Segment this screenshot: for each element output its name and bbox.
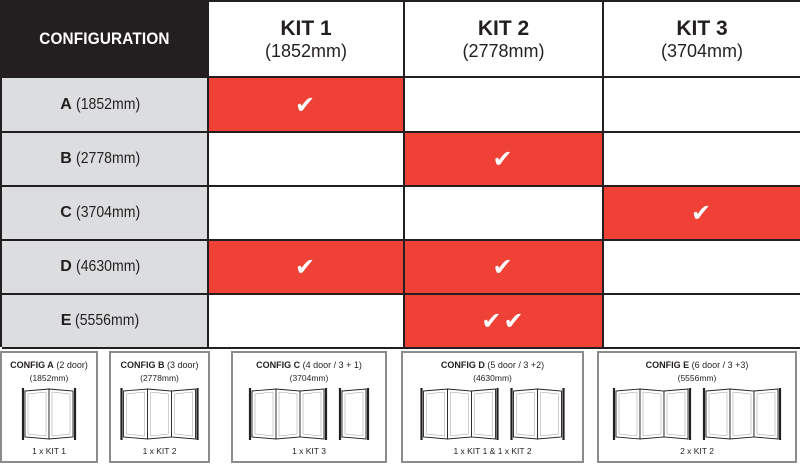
- cell-a-kit1: [209, 78, 405, 133]
- configuration-header: CONFIGURATION: [2, 2, 209, 78]
- kit-name: KIT 1: [280, 16, 332, 40]
- config-kits: 1 x KIT 1: [32, 446, 66, 456]
- folding-doors-icon: [403, 383, 582, 443]
- cell-a-kit2: [405, 78, 604, 133]
- check-mark-icon: ✔✔: [481, 307, 526, 335]
- door-panel: [664, 389, 688, 439]
- door-panel: [514, 389, 538, 439]
- door-panel: [616, 389, 640, 439]
- check-mark-icon: ✔: [690, 199, 714, 227]
- door-panel: [538, 389, 562, 439]
- cell-b-kit1: [209, 133, 405, 187]
- config-c-diagram: [231, 351, 387, 463]
- config-kits: 1 x KIT 2: [142, 446, 177, 456]
- config-doors: (2 door): [56, 360, 88, 370]
- config-doors: (6 door / 3 +3): [691, 360, 749, 370]
- config-letter: B: [60, 150, 72, 167]
- door-panel: [172, 389, 196, 439]
- kit-2-header: [405, 2, 604, 78]
- cell-c-kit1: [209, 187, 405, 241]
- kit-1-header: [209, 2, 405, 78]
- config-letter: D: [60, 258, 72, 275]
- config-length: (3704mm): [289, 373, 329, 383]
- door-panel: [730, 389, 754, 439]
- config-doors: (5 door / 3 +2): [487, 360, 545, 370]
- cell-e-kit2: [405, 295, 604, 349]
- config-length: (2778mm): [140, 373, 179, 383]
- folding-doors-icon: [2, 383, 96, 443]
- row-header-e: [2, 295, 209, 349]
- row-header-c: [2, 187, 209, 241]
- door-panel: [25, 389, 49, 439]
- config-letter: E: [60, 312, 72, 329]
- config-title: [403, 360, 582, 370]
- config-doors: (4 door / 3 + 1): [302, 360, 362, 370]
- check-mark-icon: ✔: [294, 90, 318, 119]
- kit-length: (1852mm): [264, 40, 348, 61]
- config-title: [2, 360, 96, 370]
- cell-e-kit1: [209, 295, 405, 349]
- door-panel: [148, 389, 172, 439]
- cell-d-kit2: [405, 241, 604, 295]
- cell-b-kit3: [604, 133, 800, 187]
- check-mark-icon: ✔: [492, 145, 515, 173]
- kit-3-header: [604, 2, 800, 78]
- config-length: (4630mm): [473, 373, 512, 383]
- config-length: (1852mm): [75, 95, 140, 113]
- config-kits: 1 x KIT 3: [292, 446, 326, 456]
- row-header-a: [2, 78, 209, 133]
- config-length: (2778mm): [75, 150, 140, 167]
- door-panel: [424, 389, 448, 439]
- config-kits: 2 x KIT 2: [680, 446, 714, 456]
- config-letter: A: [60, 95, 72, 113]
- config-doors: (3 door): [167, 360, 199, 370]
- door-panel: [472, 389, 496, 439]
- folding-doors-icon: [599, 383, 795, 443]
- door-panel: [49, 389, 73, 439]
- config-length: (4630mm): [75, 258, 140, 275]
- configuration-diagrams: [0, 351, 800, 465]
- config-title: [233, 360, 385, 370]
- config-title: [599, 360, 795, 370]
- config-b-diagram: [109, 351, 210, 463]
- kit-length: (3704mm): [660, 40, 744, 61]
- config-letter: C: [60, 204, 72, 221]
- kit-name: KIT 2: [477, 16, 530, 40]
- config-e-diagram: [597, 351, 797, 463]
- config-length: (1852mm): [29, 373, 69, 383]
- config-title: [111, 360, 208, 370]
- cell-d-kit3: [604, 241, 800, 295]
- folding-doors-icon: [111, 383, 208, 443]
- cell-c-kit3: [604, 187, 800, 241]
- check-mark-icon: ✔: [492, 253, 515, 281]
- config-length: (3704mm): [75, 204, 140, 221]
- config-kits: 1 x KIT 1 & 1 x KIT 2: [453, 446, 532, 456]
- config-length: (5556mm): [677, 373, 717, 383]
- check-mark-icon: ✔: [294, 253, 318, 281]
- door-panel: [706, 389, 730, 439]
- door-panel: [252, 389, 276, 439]
- row-header-b: [2, 133, 209, 187]
- config-name: CONFIG C: [256, 360, 301, 370]
- config-name: CONFIG B: [120, 360, 165, 370]
- config-a-diagram: [0, 351, 98, 463]
- config-name: CONFIG A: [10, 360, 54, 370]
- cell-d-kit1: [209, 241, 405, 295]
- door-panel: [754, 389, 778, 439]
- kit-name: KIT 3: [676, 16, 728, 40]
- cell-a-kit3: [604, 78, 800, 133]
- door-panel: [640, 389, 664, 439]
- config-name: CONFIG E: [645, 360, 690, 370]
- row-header-d: [2, 241, 209, 295]
- door-panel: [448, 389, 472, 439]
- config-length: (5556mm): [75, 312, 140, 329]
- config-d-diagram: [401, 351, 584, 463]
- door-panel: [276, 389, 300, 439]
- folding-doors-icon: [233, 383, 385, 443]
- door-panel: [124, 389, 148, 439]
- kit-length: (2778mm): [462, 40, 545, 61]
- cell-b-kit2: [405, 133, 604, 187]
- cell-c-kit2: [405, 187, 604, 241]
- door-panel: [342, 389, 366, 439]
- config-name: CONFIG D: [440, 360, 485, 370]
- cell-e-kit3: [604, 295, 800, 349]
- door-panel: [300, 389, 324, 439]
